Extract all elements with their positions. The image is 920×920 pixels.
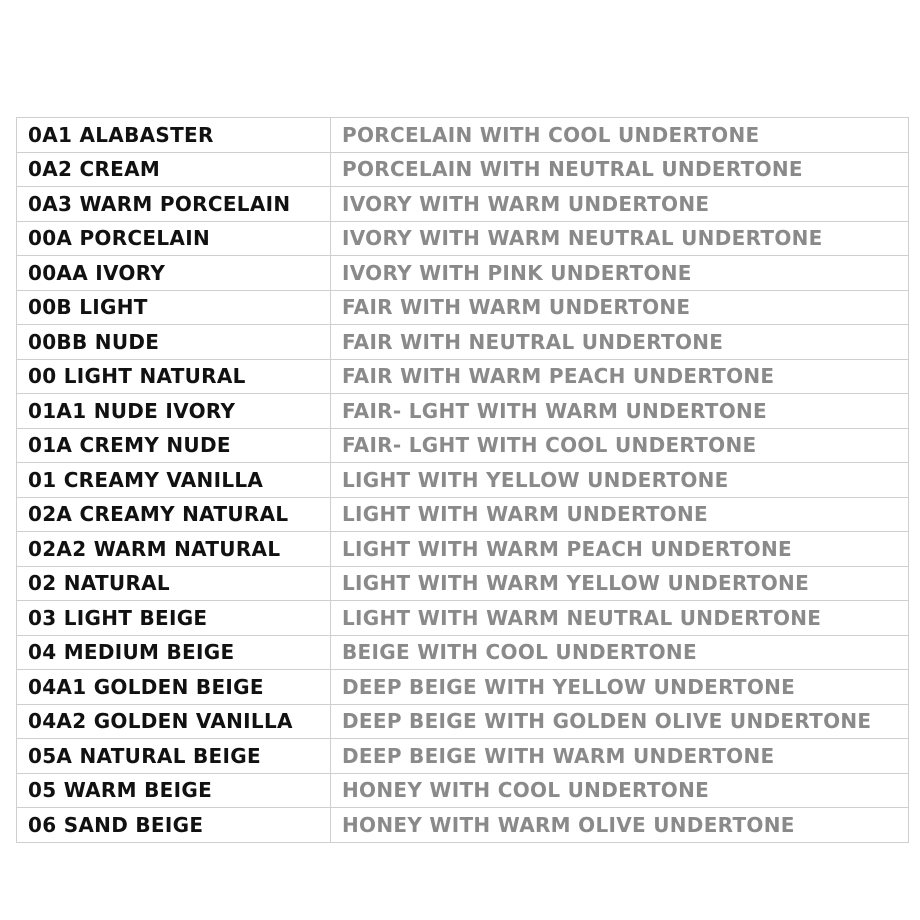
shade-description-cell: IVORY WITH WARM UNDERTONE	[331, 187, 909, 222]
shade-description-cell: IVORY WITH PINK UNDERTONE	[331, 256, 909, 291]
table-row	[17, 601, 909, 636]
shade-description-cell: DEEP BEIGE WITH YELLOW UNDERTONE	[331, 670, 909, 705]
shade-name-cell: 05A NATURAL BEIGE	[17, 739, 331, 774]
shade-description-cell: DEEP BEIGE WITH WARM UNDERTONE	[331, 739, 909, 774]
table-row	[17, 118, 909, 153]
shade-name-cell: 04A1 GOLDEN BEIGE	[17, 670, 331, 705]
table-row	[17, 325, 909, 360]
shade-name-cell: 00 LIGHT NATURAL	[17, 359, 331, 394]
table-row	[17, 394, 909, 429]
shade-description-cell: FAIR WITH NEUTRAL UNDERTONE	[331, 325, 909, 360]
table-row	[17, 773, 909, 808]
shade-description-cell: LIGHT WITH WARM YELLOW UNDERTONE	[331, 566, 909, 601]
table-row	[17, 187, 909, 222]
shade-table	[16, 117, 909, 843]
shade-description-cell: LIGHT WITH WARM NEUTRAL UNDERTONE	[331, 601, 909, 636]
table-row	[17, 532, 909, 567]
shade-description-cell: PORCELAIN WITH NEUTRAL UNDERTONE	[331, 152, 909, 187]
shade-name-cell: 00A PORCELAIN	[17, 221, 331, 256]
table-row	[17, 635, 909, 670]
table-row	[17, 152, 909, 187]
table-row	[17, 428, 909, 463]
shade-description-cell: BEIGE WITH COOL UNDERTONE	[331, 635, 909, 670]
table-row	[17, 359, 909, 394]
table-row	[17, 497, 909, 532]
shade-description-cell: HONEY WITH COOL UNDERTONE	[331, 773, 909, 808]
shade-table-body	[17, 118, 909, 843]
shade-description-cell: FAIR- LGHT WITH WARM UNDERTONE	[331, 394, 909, 429]
table-row	[17, 290, 909, 325]
shade-name-cell: 02 NATURAL	[17, 566, 331, 601]
shade-name-cell: 01A CREMY NUDE	[17, 428, 331, 463]
shade-description-cell: PORCELAIN WITH COOL UNDERTONE	[331, 118, 909, 153]
table-row	[17, 808, 909, 843]
shade-description-cell: FAIR WITH WARM UNDERTONE	[331, 290, 909, 325]
table-row	[17, 739, 909, 774]
shade-name-cell: 06 SAND BEIGE	[17, 808, 331, 843]
shade-name-cell: 01A1 NUDE IVORY	[17, 394, 331, 429]
shade-description-cell: HONEY WITH WARM OLIVE UNDERTONE	[331, 808, 909, 843]
shade-name-cell: 00BB NUDE	[17, 325, 331, 360]
shade-name-cell: 04 MEDIUM BEIGE	[17, 635, 331, 670]
shade-name-cell: 01 CREAMY VANILLA	[17, 463, 331, 498]
shade-name-cell: 02A2 WARM NATURAL	[17, 532, 331, 567]
table-row	[17, 704, 909, 739]
shade-description-cell: FAIR- LGHT WITH COOL UNDERTONE	[331, 428, 909, 463]
table-row	[17, 221, 909, 256]
shade-name-cell: 03 LIGHT BEIGE	[17, 601, 331, 636]
table-row	[17, 256, 909, 291]
shade-name-cell: 0A3 WARM PORCELAIN	[17, 187, 331, 222]
shade-name-cell: 00AA IVORY	[17, 256, 331, 291]
shade-name-cell: 05 WARM BEIGE	[17, 773, 331, 808]
shade-description-cell: DEEP BEIGE WITH GOLDEN OLIVE UNDERTONE	[331, 704, 909, 739]
shade-description-cell: FAIR WITH WARM PEACH UNDERTONE	[331, 359, 909, 394]
shade-name-cell: 02A CREAMY NATURAL	[17, 497, 331, 532]
shade-name-cell: 04A2 GOLDEN VANILLA	[17, 704, 331, 739]
table-row	[17, 463, 909, 498]
shade-name-cell: 00B LIGHT	[17, 290, 331, 325]
shade-description-cell: LIGHT WITH YELLOW UNDERTONE	[331, 463, 909, 498]
table-row	[17, 670, 909, 705]
table-row	[17, 566, 909, 601]
shade-name-cell: 0A1 ALABASTER	[17, 118, 331, 153]
shade-description-cell: LIGHT WITH WARM UNDERTONE	[331, 497, 909, 532]
shade-name-cell: 0A2 CREAM	[17, 152, 331, 187]
shade-description-cell: LIGHT WITH WARM PEACH UNDERTONE	[331, 532, 909, 567]
shade-description-cell: IVORY WITH WARM NEUTRAL UNDERTONE	[331, 221, 909, 256]
